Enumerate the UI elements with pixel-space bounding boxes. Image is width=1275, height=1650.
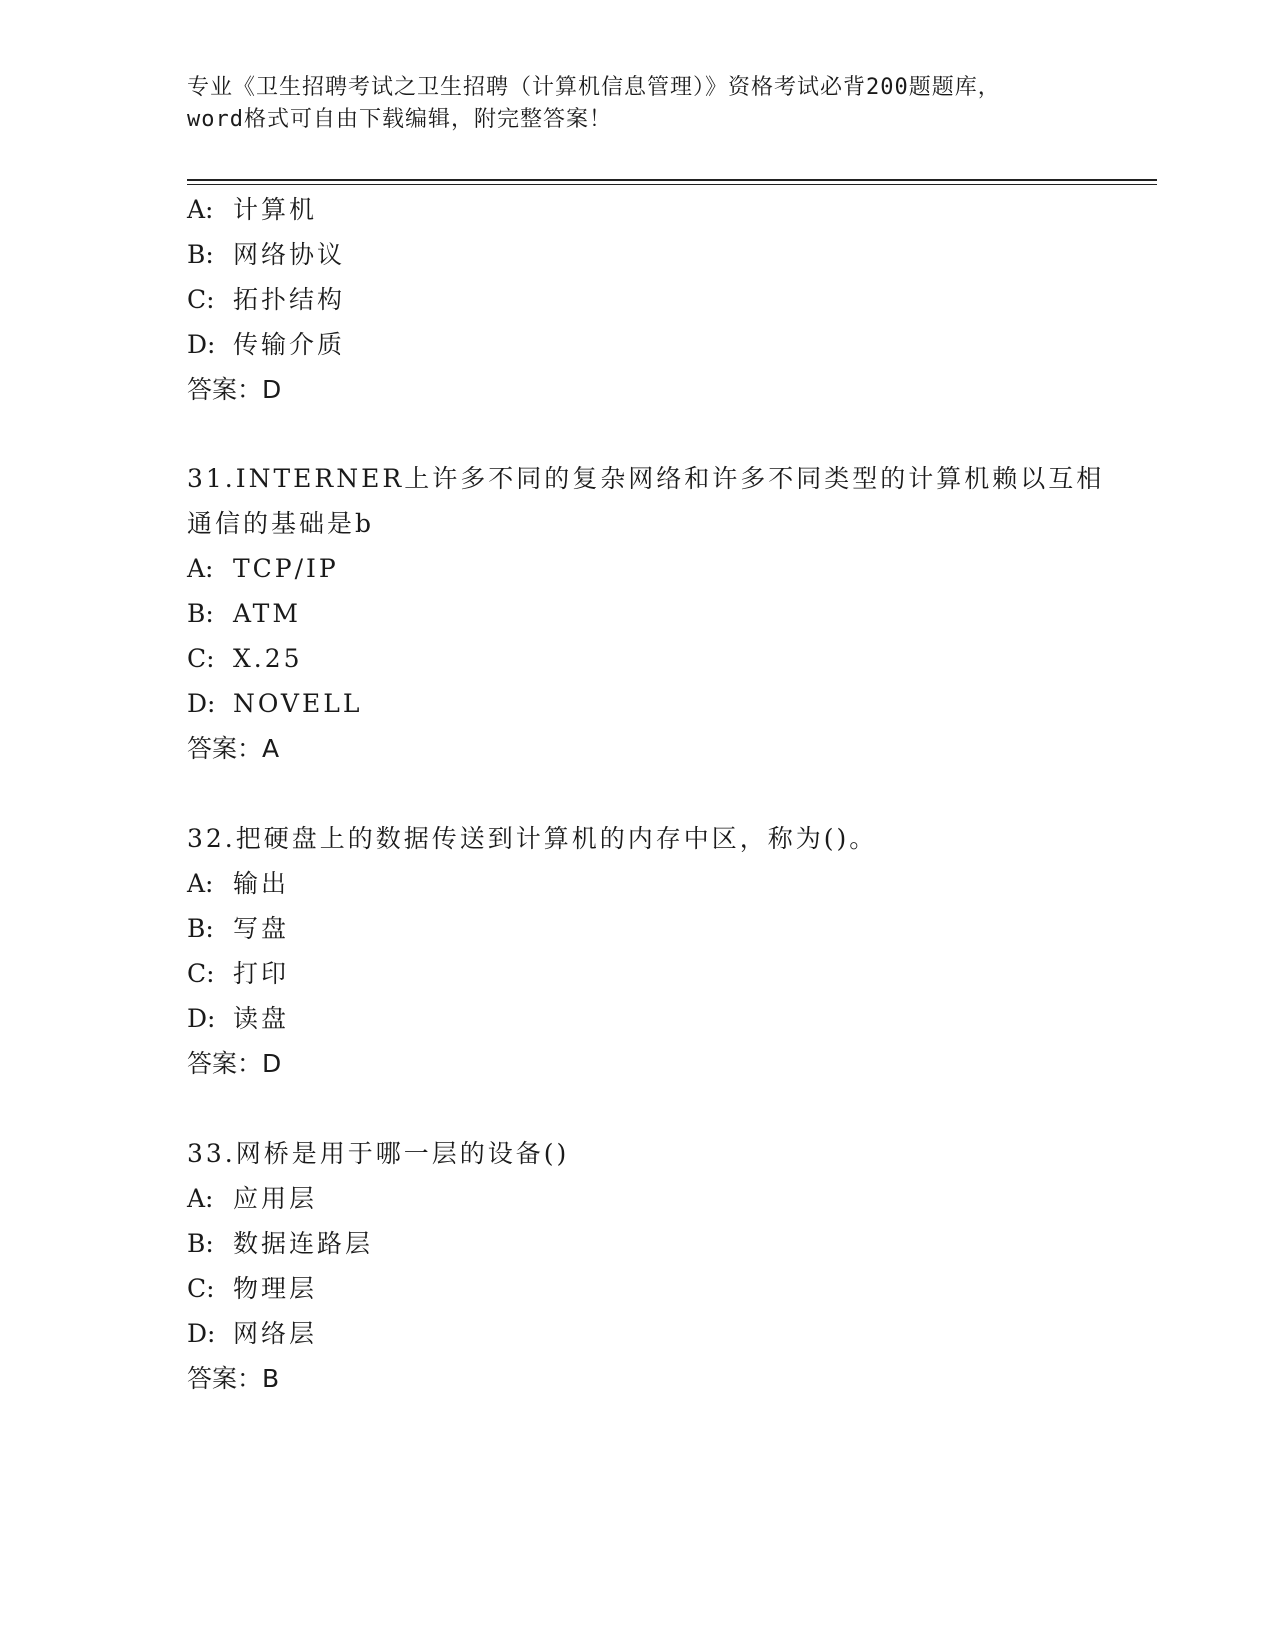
q33-option-b xyxy=(187,1227,373,1261)
option-text: 输出 xyxy=(233,869,290,898)
option-text: 写盘 xyxy=(233,914,290,943)
option-label: D: xyxy=(187,1004,216,1033)
q31-option-d xyxy=(187,687,362,721)
q30-option-a xyxy=(187,193,317,227)
option-label: B: xyxy=(187,599,214,628)
option-label: B: xyxy=(187,914,214,943)
option-text: 网络层 xyxy=(233,1319,318,1348)
option-label: A: xyxy=(187,554,214,583)
q30-option-c xyxy=(187,283,345,317)
q33-option-a xyxy=(187,1182,317,1216)
header-divider-thin xyxy=(187,184,1157,185)
option-text: 网络协议 xyxy=(233,240,346,269)
q31-option-a xyxy=(187,552,339,586)
option-label: B: xyxy=(187,240,214,269)
q33-option-c xyxy=(187,1272,317,1306)
option-label: A: xyxy=(187,1184,214,1213)
header-line-2: word格式可自由下载编辑，附完整答案！ xyxy=(187,107,612,132)
q31-option-b xyxy=(187,597,301,631)
q30-option-b xyxy=(187,238,345,272)
option-label: C: xyxy=(187,1274,215,1303)
option-text: 计算机 xyxy=(233,195,318,224)
document-header xyxy=(187,72,1087,136)
q31-option-c xyxy=(187,642,303,676)
q33-option-d xyxy=(187,1317,317,1351)
option-text: 打印 xyxy=(233,959,290,988)
header-line-1: 专业《卫生招聘考试之卫生招聘（计算机信息管理）》资格考试必背200题题库， xyxy=(187,75,1001,100)
option-text: TCP/IP xyxy=(233,554,339,583)
option-label: D: xyxy=(187,1319,216,1348)
option-text: 数据连路层 xyxy=(233,1229,374,1258)
option-text: X.25 xyxy=(233,644,303,673)
option-label: C: xyxy=(187,285,215,314)
option-text: 应用层 xyxy=(233,1184,318,1213)
option-text: 传输介质 xyxy=(233,330,346,359)
header-divider xyxy=(187,179,1157,181)
option-label: C: xyxy=(187,959,215,988)
option-label: C: xyxy=(187,644,215,673)
q32-option-d xyxy=(187,1002,289,1036)
option-label: D: xyxy=(187,689,216,718)
option-text: 物理层 xyxy=(233,1274,318,1303)
q33-answer: 答案：B xyxy=(187,1364,280,1393)
q31-stem-line-1: 31.INTERNER上许多不同的复杂网络和许多不同类型的计算机赖以互相 xyxy=(187,464,1105,493)
q33-stem-line-1: 33.网桥是用于哪一层的设备() xyxy=(187,1139,570,1168)
option-label: A: xyxy=(187,195,214,224)
option-label: D: xyxy=(187,330,216,359)
option-text: ATM xyxy=(233,599,301,628)
q32-option-b xyxy=(187,912,289,946)
option-text: NOVELL xyxy=(233,689,363,718)
q31-answer: 答案：A xyxy=(187,734,280,763)
q32-answer: 答案：D xyxy=(187,1049,282,1078)
q32-option-c xyxy=(187,957,289,991)
q30-answer: 答案：D xyxy=(187,375,282,404)
option-label: B: xyxy=(187,1229,214,1258)
q32-option-a xyxy=(187,867,289,901)
q30-option-d xyxy=(187,328,345,362)
option-label: A: xyxy=(187,869,214,898)
q31-stem-line-2: 通信的基础是b xyxy=(187,509,375,538)
q32-stem-line-1: 32.把硬盘上的数据传送到计算机的内存中区，称为()。 xyxy=(187,824,878,853)
option-text: 读盘 xyxy=(233,1004,290,1033)
option-text: 拓扑结构 xyxy=(233,285,346,314)
